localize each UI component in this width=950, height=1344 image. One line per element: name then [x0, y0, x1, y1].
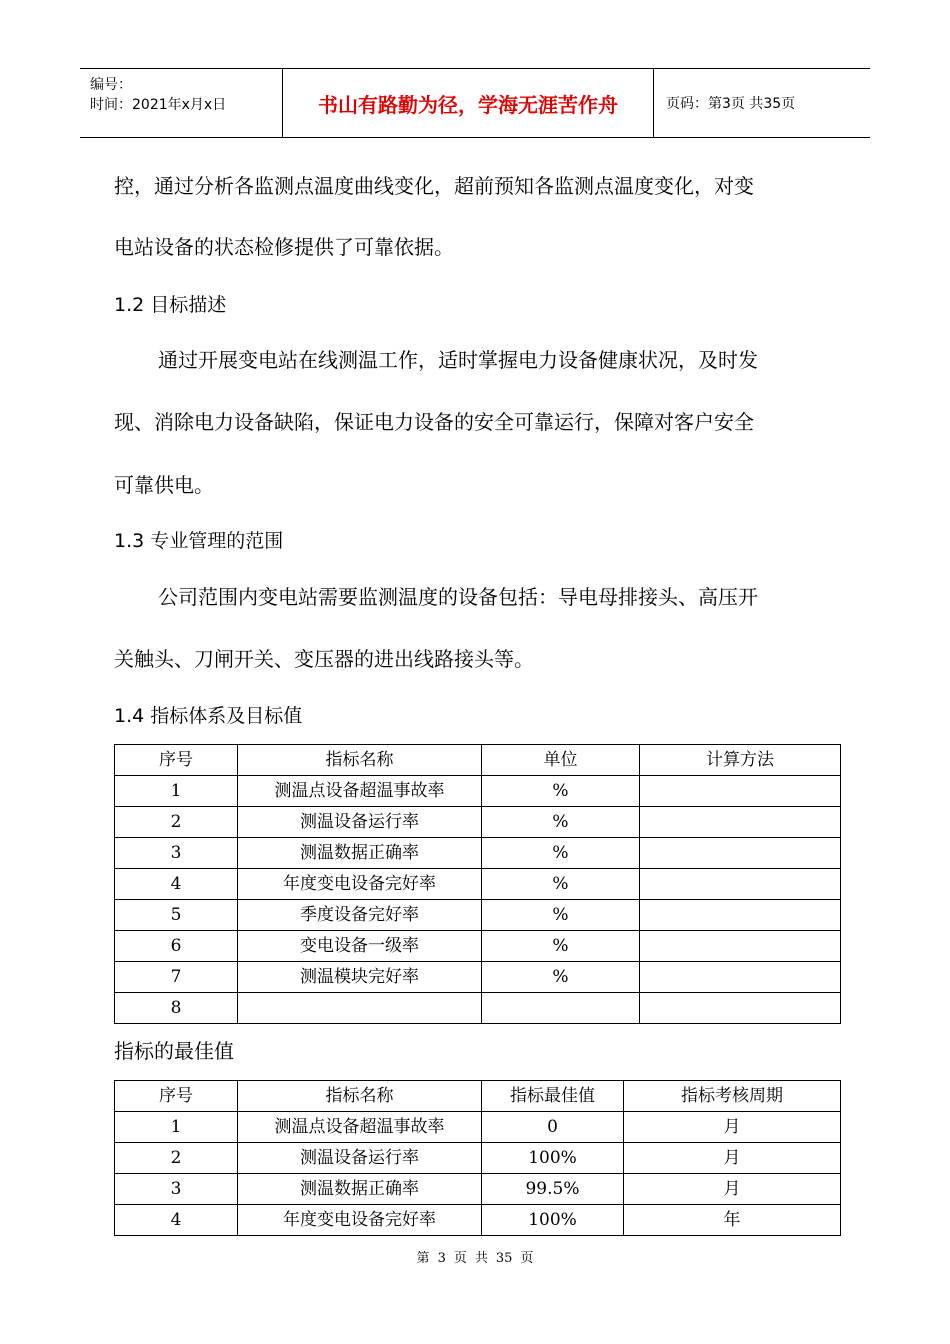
header-cell: 指标考核周期: [624, 1081, 841, 1112]
table-cell: %: [482, 900, 640, 931]
table-row: [115, 807, 841, 838]
header-cell: 指标最佳值: [482, 1081, 624, 1112]
paragraph-line: 现、消除电力设备缺陷，保证电力设备的安全可靠运行，保障对客户安全: [114, 410, 754, 434]
best-value-label: 指标的最佳值: [114, 1039, 234, 1063]
footer-gong: 共: [474, 1251, 488, 1266]
table-cell: [640, 993, 841, 1024]
table-row: [115, 900, 841, 931]
table-row: [115, 993, 841, 1024]
footer-ye: 页: [453, 1251, 467, 1266]
header-motto: 书山有路勤为径，学海无涯苦作舟: [318, 92, 618, 117]
table-cell: 3: [115, 1174, 238, 1205]
header-cell: 单位: [482, 745, 640, 776]
table-row: [115, 869, 841, 900]
table-cell: 年度变电设备完好率: [238, 1205, 482, 1236]
header-cell: 指标名称: [238, 1081, 482, 1112]
table-cell: 月: [624, 1143, 841, 1174]
table-cell: 测温点设备超温事故率: [238, 776, 482, 807]
table-cell: 5: [115, 900, 238, 931]
table-cell: %: [482, 962, 640, 993]
table-cell: 3: [115, 838, 238, 869]
table-cell: 月: [624, 1112, 841, 1143]
footer-di: 第: [416, 1251, 430, 1266]
header-page-info: 页码：第3页 共35页: [666, 96, 796, 112]
indicator-table: [114, 744, 841, 1024]
paragraph-line: 公司范围内变电站需要监测温度的设备包括：导电母排接头、高压开: [158, 585, 758, 609]
table-cell: [640, 807, 841, 838]
footer-page-number: 3: [437, 1251, 446, 1266]
page-footer: [0, 1247, 950, 1266]
table-cell: 4: [115, 869, 238, 900]
table-cell: %: [482, 807, 640, 838]
table-cell: 月: [624, 1174, 841, 1205]
table-cell: 99.5%: [482, 1174, 624, 1205]
table-row: [115, 1174, 841, 1205]
table-cell: 1: [115, 776, 238, 807]
page-header: [80, 68, 870, 138]
paragraph-line: 电站设备的状态检修提供了可靠依据。: [114, 235, 454, 259]
header-meta: [80, 69, 282, 137]
paragraph-line: 可靠供电。: [114, 473, 214, 497]
header-cell: 序号: [115, 1081, 238, 1112]
table-header-row: [115, 1081, 841, 1112]
table-cell: 测温数据正确率: [238, 838, 482, 869]
table-cell: 测温数据正确率: [238, 1174, 482, 1205]
table-cell: [640, 776, 841, 807]
table-row: [115, 1205, 841, 1236]
doc-number-label: 编号：: [90, 77, 132, 93]
table-cell: [238, 993, 482, 1024]
table-row: [115, 838, 841, 869]
table-cell: 季度设备完好率: [238, 900, 482, 931]
header-cell: 指标名称: [238, 745, 482, 776]
paragraph-line: 控，通过分析各监测点温度曲线变化，超前预知各监测点温度变化，对变: [114, 174, 754, 198]
table-cell: 7: [115, 962, 238, 993]
section-heading-1-3: 1.3 专业管理的范围: [114, 530, 284, 552]
best-value-table: [114, 1080, 841, 1236]
paragraph-line: 关触头、刀闸开关、变压器的进出线路接头等。: [114, 647, 534, 671]
table-cell: [640, 931, 841, 962]
table-cell: %: [482, 838, 640, 869]
table-cell: 测温设备运行率: [238, 807, 482, 838]
table-row: [115, 931, 841, 962]
table-cell: %: [482, 776, 640, 807]
table-cell: 0: [482, 1112, 624, 1143]
table-cell: 4: [115, 1205, 238, 1236]
table-cell: 年度变电设备完好率: [238, 869, 482, 900]
footer-ye2: 页: [520, 1251, 534, 1266]
table-cell: [640, 962, 841, 993]
table-row: [115, 776, 841, 807]
table-cell: 1: [115, 1112, 238, 1143]
table-cell: 6: [115, 931, 238, 962]
table-cell: 2: [115, 1143, 238, 1174]
table-cell: [640, 869, 841, 900]
table-cell: 测温点设备超温事故率: [238, 1112, 482, 1143]
table-cell: 8: [115, 993, 238, 1024]
table-cell: [640, 838, 841, 869]
table-cell: 测温模块完好率: [238, 962, 482, 993]
doc-time-label: 时间：2021年x月x日: [90, 97, 227, 113]
table-cell: 100%: [482, 1143, 624, 1174]
header-motto-cell: [282, 69, 654, 137]
paragraph-line: 通过开展变电站在线测温工作，适时掌握电力设备健康状况，及时发: [158, 348, 758, 372]
table-cell: 2: [115, 807, 238, 838]
table-header-row: [115, 745, 841, 776]
table-cell: 测温设备运行率: [238, 1143, 482, 1174]
table-row: [115, 1143, 841, 1174]
table-cell: 年: [624, 1205, 841, 1236]
table-cell: %: [482, 931, 640, 962]
table-cell: 100%: [482, 1205, 624, 1236]
table-row: [115, 962, 841, 993]
section-heading-1-2: 1.2 目标描述: [114, 294, 227, 316]
header-cell: 计算方法: [640, 745, 841, 776]
table-cell: 变电设备一级率: [238, 931, 482, 962]
table-row: [115, 1112, 841, 1143]
footer-total-pages: 35: [495, 1251, 513, 1266]
table-cell: [482, 993, 640, 1024]
header-cell: 序号: [115, 745, 238, 776]
table-cell: %: [482, 869, 640, 900]
table-cell: [640, 900, 841, 931]
section-heading-1-4: 1.4 指标体系及目标值: [114, 705, 303, 727]
